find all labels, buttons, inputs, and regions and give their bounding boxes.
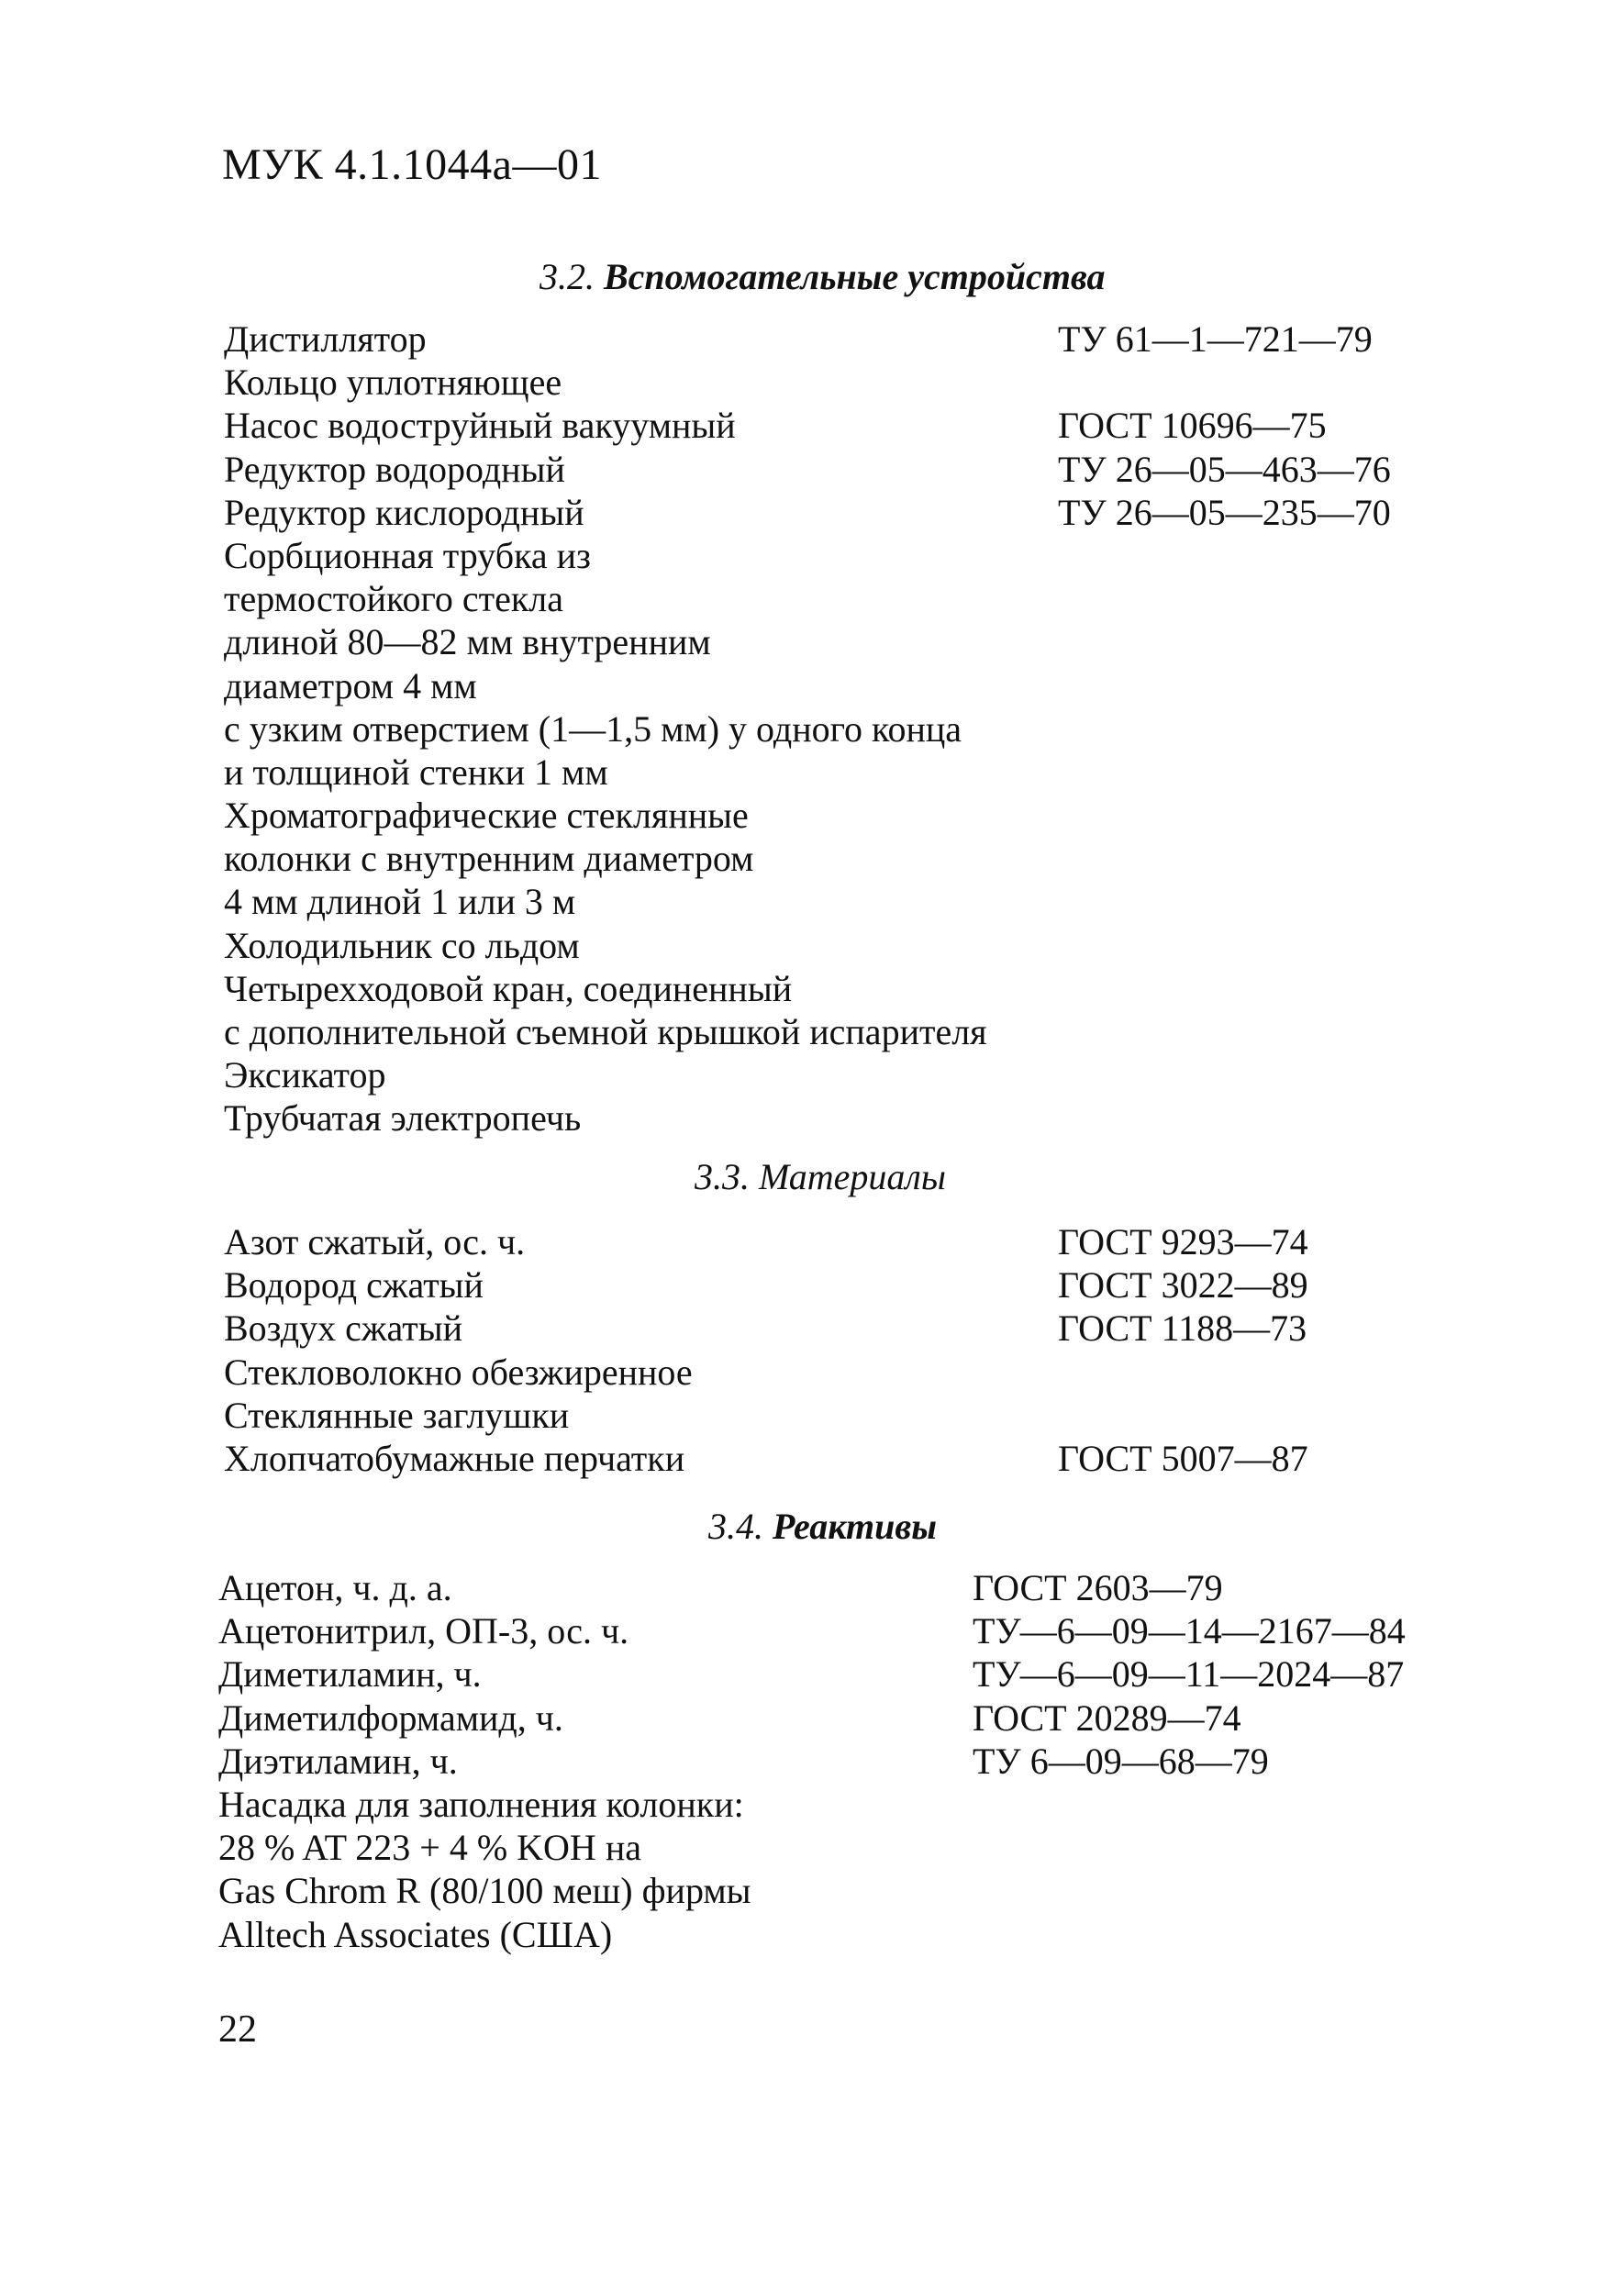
item-name: Четырехходовой кран, соединенный — [224, 967, 793, 1009]
item-name: Gas Chrom R (80/100 меш) фирмы — [218, 1870, 751, 1912]
list-item — [0, 1566, 1624, 1609]
list-item — [0, 880, 1624, 923]
section-heading: Вспомогательные устройства — [604, 256, 1106, 297]
list-item — [0, 794, 1624, 837]
item-name: с дополнительной съемной крышкой испарителя — [224, 1011, 987, 1052]
list-item — [0, 664, 1624, 707]
item-name: и толщиной стенки 1 мм — [224, 751, 608, 793]
list-item — [0, 1740, 1624, 1783]
section-number: 3.4. — [708, 1506, 763, 1547]
reagents-list — [0, 1566, 1624, 1956]
section-number: 3.2. — [539, 256, 595, 297]
list-item — [0, 1263, 1624, 1307]
item-name: Кольцо уплотняющее — [224, 361, 562, 404]
materials-list — [0, 1220, 1624, 1480]
item-name: Азот сжатый, ос. ч. — [224, 1221, 526, 1262]
item-standard: ГОСТ 20289—74 — [973, 1696, 1241, 1739]
list-item — [0, 577, 1624, 620]
item-standard: ГОСТ 5007—87 — [1058, 1437, 1308, 1479]
list-item — [0, 361, 1624, 404]
item-name: Холодильник со льдом — [224, 924, 580, 966]
list-item — [0, 837, 1624, 880]
item-standard: ТУ 26—05—235—70 — [1058, 491, 1391, 533]
item-name: Редуктор кислородный — [224, 491, 584, 533]
item-standard: ГОСТ 3022—89 — [1058, 1264, 1308, 1307]
section-number: 3.3. — [695, 1156, 750, 1197]
item-name: Ацетон, ч. д. а. — [218, 1567, 452, 1608]
list-item — [0, 317, 1624, 361]
item-name: длиной 80—82 мм внутренним — [224, 621, 711, 663]
section-title-3-3 — [695, 1155, 946, 1198]
item-name: Диэтиламин, ч. — [218, 1740, 458, 1782]
list-item — [0, 707, 1624, 751]
item-name: 28 % AT 223 + 4 % KOH на — [218, 1827, 641, 1869]
item-standard: ТУ 61—1—721—79 — [1058, 318, 1373, 360]
list-item — [0, 1913, 1624, 1956]
item-name: колонки с внутренним диаметром — [224, 838, 754, 880]
list-item — [0, 1783, 1624, 1826]
list-item — [0, 1053, 1624, 1096]
equipment-list — [0, 317, 1624, 1140]
item-name: Диметилформамид, ч. — [218, 1696, 563, 1739]
section-heading: Материалы — [759, 1156, 946, 1197]
item-standard: ГОСТ 2603—79 — [973, 1567, 1223, 1608]
list-item — [0, 1609, 1624, 1652]
item-name: термостойкого стекла — [224, 578, 563, 620]
item-name: диаметром 4 мм — [224, 664, 477, 706]
list-item — [0, 1652, 1624, 1696]
section-title-3-2 — [539, 255, 1106, 298]
list-item — [0, 491, 1624, 534]
list-item — [0, 534, 1624, 577]
list-item — [0, 1437, 1624, 1480]
item-standard: ТУ 6—09—68—79 — [973, 1740, 1269, 1782]
list-item — [0, 967, 1624, 1010]
item-name: Дистиллятор — [224, 318, 427, 360]
section-heading: Реактивы — [773, 1506, 937, 1547]
item-name: Насадка для заполнения колонки: — [218, 1783, 744, 1825]
list-item — [0, 924, 1624, 967]
item-name: 4 мм длиной 1 или 3 м — [224, 881, 576, 923]
item-standard: ГОСТ 9293—74 — [1058, 1221, 1308, 1262]
item-name: Хлопчатобумажные перчатки — [224, 1437, 685, 1479]
page-number: 22 — [218, 2008, 257, 2051]
item-name: Редуктор водородный — [224, 448, 565, 490]
item-name: Хроматографические стеклянные — [224, 795, 749, 837]
item-name: Трубчатая электропечь — [224, 1097, 582, 1140]
item-standard: ГОСТ 1188—73 — [1058, 1307, 1307, 1350]
list-item — [0, 751, 1624, 794]
list-item — [0, 1351, 1624, 1394]
item-name: Сорбционная трубка из — [224, 534, 591, 576]
item-standard: ТУ 26—05—463—76 — [1058, 448, 1391, 490]
list-item — [0, 404, 1624, 447]
item-name: Насос водоструйный вакуумный — [224, 405, 736, 447]
list-item — [0, 1220, 1624, 1263]
document-code: МУК 4.1.1044а—01 — [222, 140, 602, 189]
list-item — [0, 1096, 1624, 1140]
list-item — [0, 1869, 1624, 1912]
item-standard: ТУ—6—09—14—2167—84 — [973, 1610, 1406, 1652]
list-item — [0, 1696, 1624, 1740]
list-item — [0, 1394, 1624, 1437]
item-name: Диметиламин, ч. — [218, 1653, 482, 1696]
list-item — [0, 1010, 1624, 1053]
list-item — [0, 1307, 1624, 1350]
item-name: Стеклянные заглушки — [224, 1394, 570, 1436]
list-item — [0, 620, 1624, 663]
item-name: с узким отверстием (1—1,5 мм) у одного конца — [224, 707, 962, 750]
item-name: Водород сжатый — [224, 1264, 484, 1307]
list-item — [0, 448, 1624, 491]
item-standard: ГОСТ 10696—75 — [1058, 405, 1327, 447]
item-standard: ТУ—6—09—11—2024—87 — [973, 1653, 1405, 1696]
section-title-3-4 — [708, 1505, 937, 1548]
item-name: Стекловолокно обезжиренное — [224, 1351, 693, 1393]
item-name: Воздух сжатый — [224, 1307, 462, 1350]
item-name: Alltech Associates (США) — [218, 1913, 613, 1955]
item-name: Ацетонитрил, ОП-3, ос. ч. — [218, 1610, 629, 1652]
list-item — [0, 1826, 1624, 1869]
item-name: Эксикатор — [224, 1054, 386, 1096]
